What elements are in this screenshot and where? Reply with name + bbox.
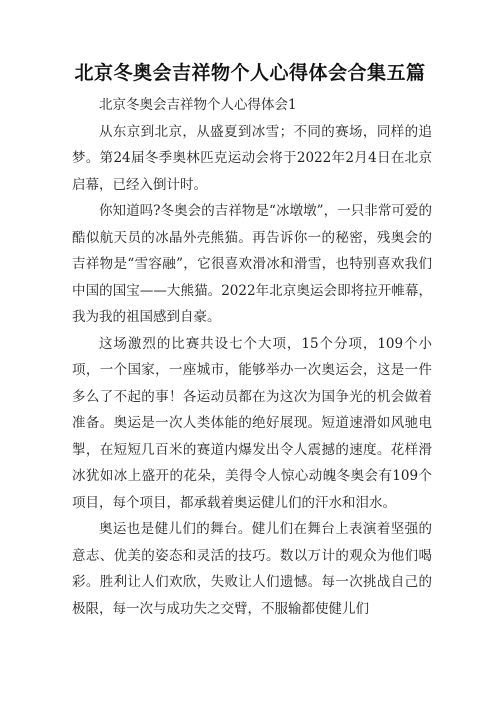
paragraph: 从东京到北京，从盛夏到冰雪；不同的赛场，同样的追梦。第24届冬季奥林匹克运动会将于2022年2月4日在北京启幕，已经入倒计时。	[72, 123, 432, 193]
paragraph: 你知道吗?冬奥会的吉祥物是“冰墩墩”，一只非常可爱的酷似航天员的冰晶外壳熊猫。再告诉你一的秘密，残奥会的吉祥物是“雪容融”，它很喜欢滑冰和滑雪，也特别喜欢我们中国的国宝——大熊猫。2022年北京奥运会即将拉开帷幕，我为我的祖国感到自豪。	[72, 203, 432, 325]
paragraph: 这场激烈的比赛共设七个大项，15个分项，109个小项，一个国家，一座城市，能够举办一次奥运会，这是一件多么了不起的事！各运动员都在为这次为国争光的机会做着准备。奥运是一次人类体能的绝好展现。短道速滑如风驰电掣，在短短几百米的赛道内爆发出令人震撼的速度。花样滑冰犹如冰上盛开的花朵，美得令人惊心动魄冬奥会有109个项目，每个项目，都承载着奥运健儿们的汗水和泪水。	[72, 335, 432, 511]
document-body	[72, 92, 432, 622]
document-title: 北京冬奥会吉祥物个人心得体会合集五篇	[74, 62, 426, 84]
section-subtitle: 北京冬奥会吉祥物个人心得体会1	[99, 97, 297, 113]
paragraph: 奥运也是健儿们的舞台。健儿们在舞台上表演着坚强的意志、优美的姿态和灵活的技巧。数以万计的观众为他们喝彩。胜利让人们欢欣，失败让人们遗憾。每一次挑战自己的极限，每一次与成功失之交臂，不服输都使健儿们	[72, 521, 432, 617]
